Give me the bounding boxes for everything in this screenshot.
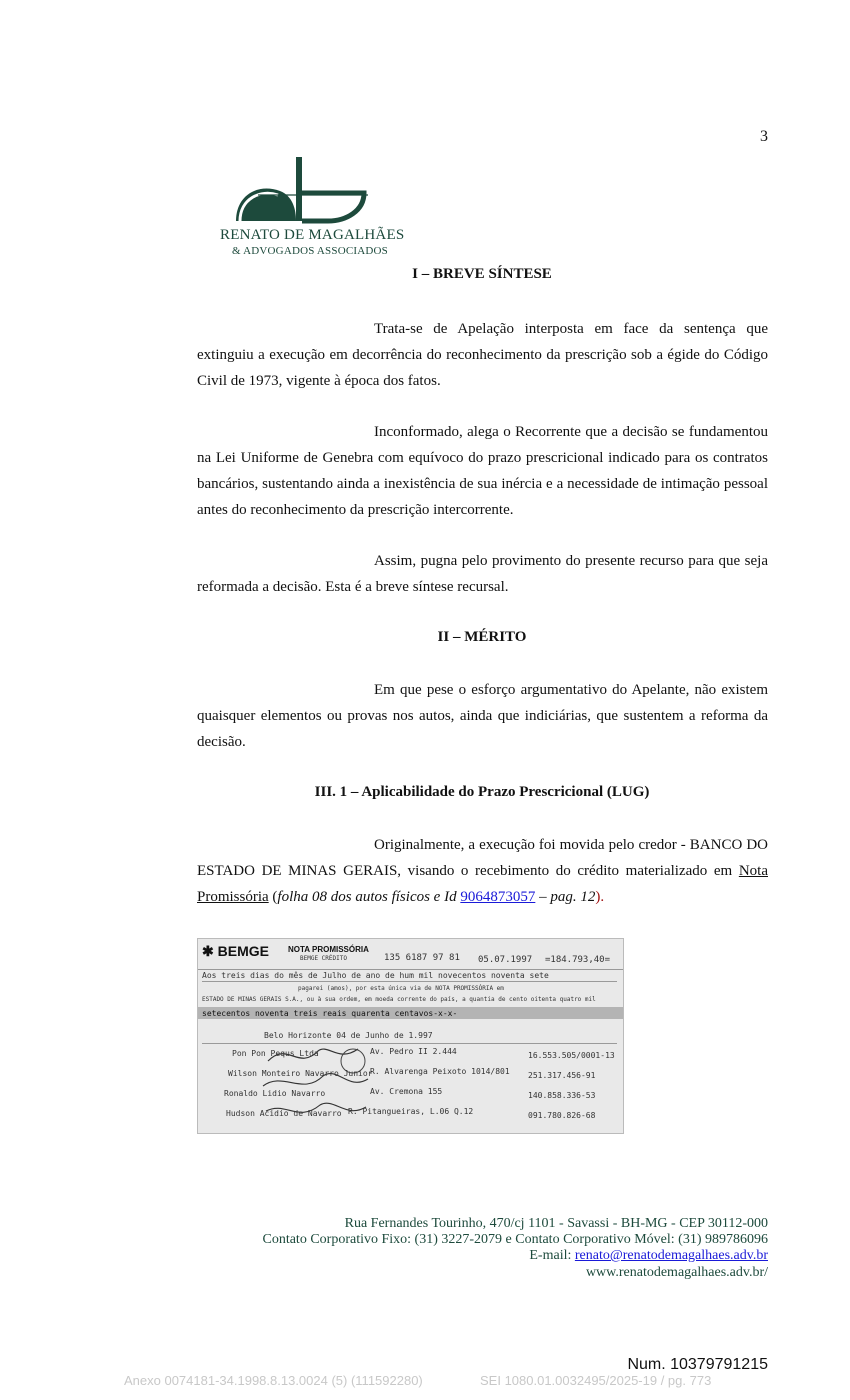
note-value: =184.793,40= <box>545 955 611 965</box>
sei-stamp: SEI 1080.01.0032495/2025-19 / pg. 773 <box>480 1373 712 1388</box>
document-id-link[interactable]: 9064873057 <box>460 889 536 905</box>
nota-promissoria-text: Nota Promissória <box>197 863 768 905</box>
note-guarantor-address: Av. Cremona 155 <box>370 1087 443 1096</box>
note-guarantor-name: Ronaldo Lidio Navarro <box>224 1089 326 1098</box>
paragraph-text: Originalmente, a execução foi movida pelo credor - BANCO DO ESTADO DE MINAS GERAIS, visando o recebimento do crédito materializado em <box>197 837 768 879</box>
document-number: Num. 10379791215 <box>627 1356 768 1373</box>
page-reference: – pag. 12 <box>535 889 596 905</box>
footer-contacts: Contato Corporativo Fixo: (31) 3227-2079 e Contato Corporativo Móvel: (31) 989786096 <box>262 1232 768 1247</box>
note-issuer-doc: 16.553.505/0001-13 <box>528 1051 615 1060</box>
paragraph-text: Em que pese o esforço argumentativo do Apelante, não existem quaisquer elementos ou provas nos autos, ainda que indiciárias, que sustentem a reforma da decisão. <box>197 682 768 750</box>
note-line: setecentos noventa treis reais quarenta centavos-x-x- <box>202 1009 458 1018</box>
section-title-merito: II – MÉRITO <box>437 629 527 645</box>
section-title-prazo-prescricional: III. 1 – Aplicabilidade do Prazo Prescricional (LUG) <box>314 784 650 800</box>
signature-scribbles <box>258 1041 378 1131</box>
paragraph-3 <box>197 548 768 600</box>
section-title-text: I – BREVE SÍNTESE <box>412 266 552 282</box>
bemge-brand: BEMGE <box>217 943 269 959</box>
note-number: 135 6187 97 81 <box>384 953 460 963</box>
note-rule <box>202 981 617 982</box>
logo-name: RENATO DE MAGALHÃES <box>220 227 405 243</box>
note-header <box>198 939 623 970</box>
note-line: Aos treis dias do mês de Julho de ano de hum mil novecentos noventa sete <box>202 971 549 980</box>
note-guarantor-name: Wilson Monteiro Navarro Junior <box>228 1069 373 1078</box>
paren-open: ( <box>268 889 278 905</box>
email-link[interactable]: renato@renatodemagalhaes.adv.br <box>574 1248 768 1263</box>
note-subtitle: BEMGE CRÉDITO <box>300 955 347 962</box>
footer-email-row <box>160 1248 768 1264</box>
note-guarantor-address: R. Alvarenga Peixoto 1014/801 <box>370 1067 510 1076</box>
note-line: pagarei (amos), por esta única via de NOTA PROMISSÓRIA em <box>298 985 504 992</box>
paragraph-text: Inconformado, alega o Recorrente que a decisão se fundamentou na Lei Uniforme de Genebra com equívoco do prazo prescricional indicado para os contratos bancários, sustentando ainda a inexistência de sua inércia e a necessidade de intimação pessoal antes do reconhecimento da prescrição intercorrente. <box>197 424 768 518</box>
section-title-breve-sintese <box>197 266 767 283</box>
note-guarantor-address: R. Pitangueiras, L.06 Q.12 <box>348 1107 474 1116</box>
firm-logo <box>218 155 405 265</box>
note-place-date: Belo Horizonte 04 de Junho de 1.997 <box>264 1031 433 1040</box>
paragraph-4 <box>197 677 768 755</box>
paragraph-text: Assim, pugna pelo provimento do presente recurso para que seja reformada a decisão. Esta é a breve síntese recursal. <box>197 553 768 595</box>
annex-stamp: Anexo 0074181-34.1998.8.13.0024 (5) (111592280) <box>124 1373 423 1388</box>
footer-website[interactable]: www.renatodemagalhaes.adv.br/ <box>585 1265 768 1280</box>
note-issuer-address: Av. Pedro II 2.444 <box>370 1047 457 1056</box>
note-title: NOTA PROMISSÓRIA <box>288 945 369 954</box>
promissory-note-image <box>197 938 624 1134</box>
paragraph-1 <box>197 316 768 394</box>
footer-address: Rua Fernandes Tourinho, 470/cj 1101 - Savassi - BH-MG - CEP 30112-000 <box>344 1216 768 1231</box>
bemge-logo: ✱ BEMGE <box>202 943 269 959</box>
paren-close: ). <box>595 889 605 905</box>
note-issuer-name: Pon Pon Pequs Ltda <box>232 1049 319 1058</box>
logo-mark-icon <box>218 155 393 227</box>
note-line: ESTADO DE MINAS GERAIS S.A., ou à sua ordem, em moeda corrente do país, a quantia de cento oitenta quatro mil <box>202 996 596 1003</box>
note-guarantor-doc: 251.317.456-91 <box>528 1071 596 1080</box>
note-guarantor-doc: 091.780.826-68 <box>528 1111 596 1120</box>
note-guarantor-doc: 140.858.336-53 <box>528 1091 596 1100</box>
folha-reference: folha 08 dos autos físicos e Id <box>277 889 461 905</box>
paragraph-2 <box>197 419 768 523</box>
email-label: E-mail: <box>529 1248 575 1263</box>
logo-subtitle: & ADVOGADOS ASSOCIADOS <box>232 245 388 257</box>
note-due-date: 05.07.1997 <box>478 955 533 965</box>
note-guarantor-name: Hudson Acidio de Navarro <box>226 1109 342 1118</box>
paragraph-5 <box>197 832 768 910</box>
page-number: 3 <box>760 128 768 145</box>
paragraph-text: Trata-se de Apelação interposta em face da sentença que extinguiu a execução em decorrência do reconhecimento da prescrição sob a égide do Código Civil de 1973, vigente à época dos fatos. <box>197 321 768 389</box>
